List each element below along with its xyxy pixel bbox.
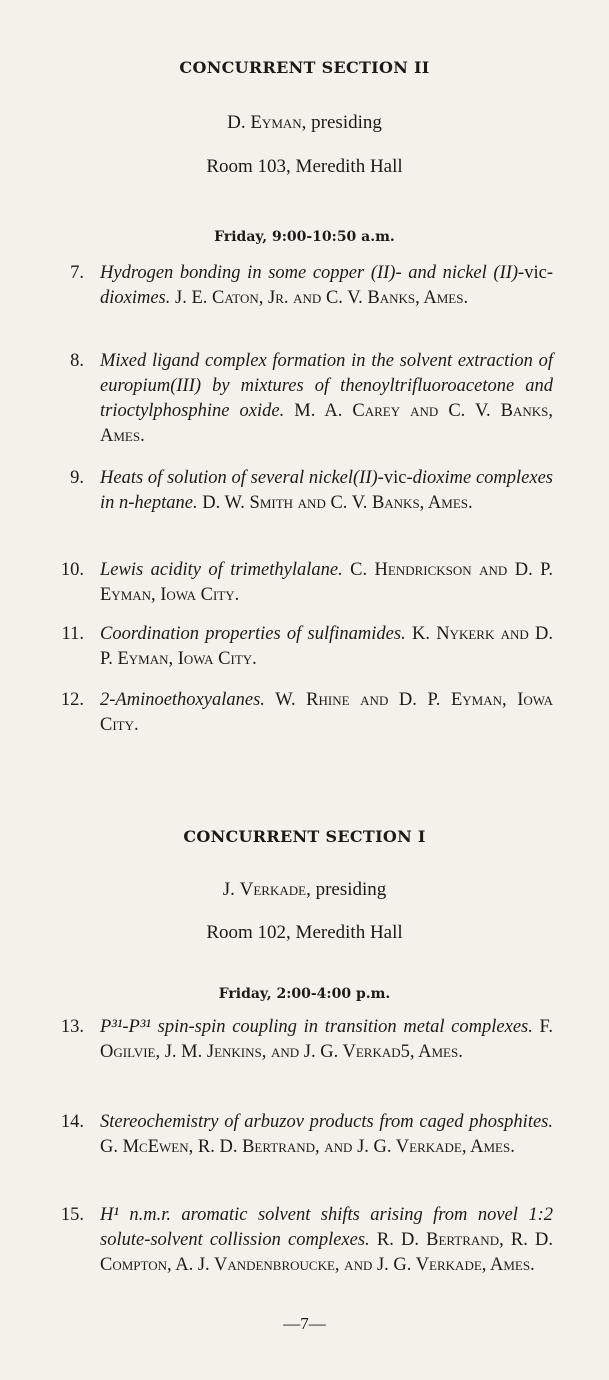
presider-name: Verkade [239, 879, 307, 900]
item-authors: D. W. Smith and C. V. Banks, Ames. [197, 493, 473, 513]
item-number: 15. [60, 1205, 84, 1225]
item-title: Hydrogen bonding in some copper (II)- and nickel (II)- [100, 263, 525, 283]
section-heading: CONCURRENT SECTION II [179, 58, 430, 77]
item-authors: C. Hendrickson and D. P. Eyman, Iowa City. [100, 560, 553, 605]
item-title: Coordination properties of sulfinamides. [100, 624, 406, 644]
presiding-label: , presiding [301, 112, 382, 133]
item-number: 12. [60, 690, 84, 710]
program-item [48, 622, 553, 672]
presider-initial: D. [227, 112, 246, 133]
presider-line [0, 112, 609, 134]
item-authors: M. A. Carey and C. V. Banks, Ames. [100, 401, 553, 446]
page-number: —7— [283, 1314, 326, 1333]
item-authors: J. E. Caton, Jr. and C. V. Banks, Ames. [170, 288, 469, 308]
program-item [48, 1203, 553, 1278]
item-authors: W. Rhine and D. P. Eyman, Iowa City. [100, 690, 553, 735]
item-number: 7. [70, 263, 84, 283]
program-item [48, 466, 553, 516]
room-line: Room 102, Meredith Hall [206, 922, 403, 943]
item-number: 13. [60, 1017, 84, 1037]
program-item [48, 349, 553, 449]
program-item [48, 558, 553, 608]
item-title-end: -dioximes. [100, 263, 553, 308]
item-title: Mixed ligand complex formation in the solvent extraction of europium(III) by mixtures of thenoyltrifluoroacetone and trioctylphosphine oxide. [100, 351, 553, 421]
item-title: Stereochemistry of arbuzov products from caged phosphites. [100, 1112, 553, 1132]
item-number: 14. [60, 1112, 84, 1132]
program-item [48, 688, 553, 738]
item-authors: K. Nykerk and D. P. Eyman, Iowa City. [100, 624, 553, 669]
item-number: 9. [70, 468, 84, 488]
item-number: 8. [70, 351, 84, 371]
program-item [48, 1110, 553, 1160]
section-heading: CONCURRENT SECTION I [183, 827, 426, 846]
item-number: 10. [60, 560, 84, 580]
item-title: Lewis acidity of trimethylalane. [100, 560, 343, 580]
room-line: Room 103, Meredith Hall [206, 156, 403, 177]
item-title-roman: vic [524, 263, 547, 283]
item-authors: R. D. Bertrand, R. D. Compton, A. J. Vandenbroucke, and J. G. Verkade, Ames. [100, 1230, 553, 1275]
presider-initial: J. [222, 879, 235, 900]
item-number: 11. [61, 624, 84, 644]
item-authors: G. McEwen, R. D. Bertrand, and J. G. Verkade, Ames. [100, 1137, 515, 1157]
session-time: Friday, 2:00-4:00 p.m. [218, 986, 391, 1002]
item-title: 2-Aminoethoxyalanes. [100, 690, 265, 710]
session-time: Friday, 9:00-10:50 a.m. [214, 229, 395, 245]
program-item [48, 1015, 553, 1065]
item-authors: F. Ogilvie, J. M. Jenkins, and J. G. Verkad5, Ames. [100, 1017, 553, 1062]
program-item [48, 261, 553, 311]
item-title-end: -dioxime complexes in n-heptane. [100, 468, 553, 513]
item-title: Heats of solution of several nickel(II)- [100, 468, 384, 488]
presiding-label: , presiding [306, 879, 387, 900]
item-title: P³¹-P³¹ spin-spin coupling in transition metal complexes. [100, 1017, 533, 1037]
presider-line [0, 879, 609, 901]
item-title-roman: vic [383, 468, 407, 488]
presider-name: Eyman [250, 112, 302, 133]
item-title: H¹ n.m.r. aromatic solvent shifts arising from novel 1:2 solute-solvent collission complexes. [100, 1205, 553, 1250]
